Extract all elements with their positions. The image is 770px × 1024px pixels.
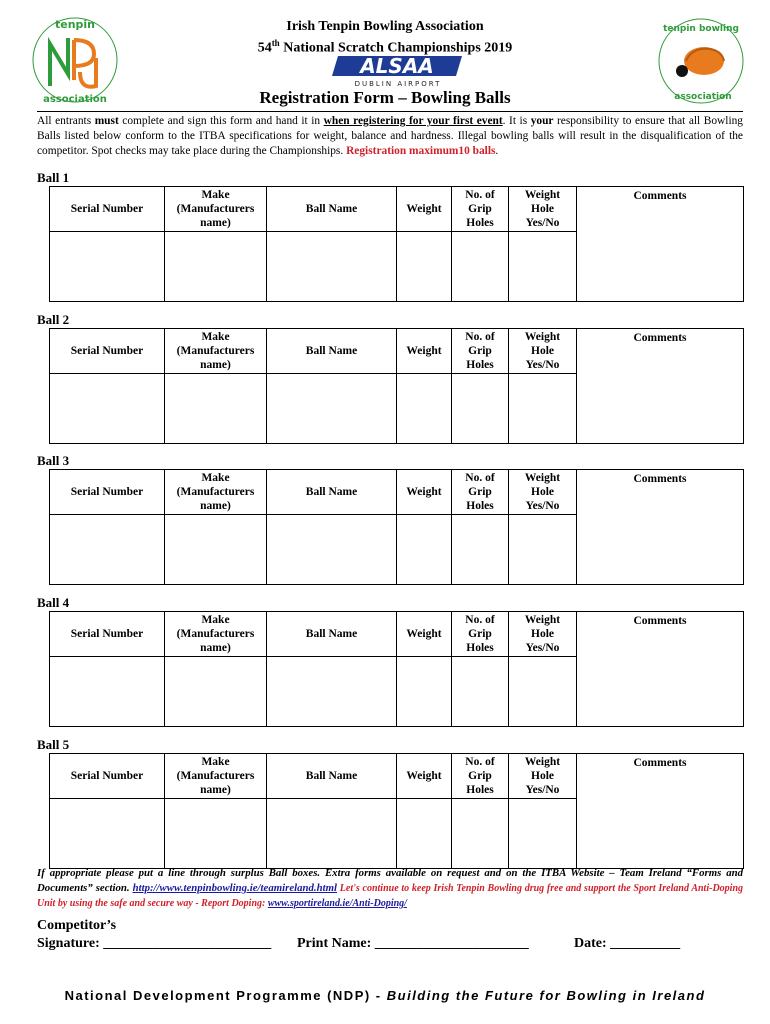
column-header-text: Yes/No [525,784,560,796]
column-header-text: Weight [524,614,561,626]
column-header-text: No. of [465,189,495,201]
entry-cell[interactable] [509,657,577,727]
column-header-text: Weight [524,756,561,768]
col-comments [577,187,744,302]
column-header-text: Holes [466,642,494,654]
column-header-text: Hole [531,486,554,498]
column-header-text: name) [200,359,231,371]
title-divider [37,111,743,112]
competitor-label: Competitor’s [37,918,117,933]
column-header-text: (Manufacturers [176,770,255,782]
entry-cell[interactable] [50,515,165,585]
col-weight-hole [509,754,577,799]
col-weight [397,612,452,657]
entry-cell[interactable] [165,374,267,444]
ball-section-title: Ball 2 [37,312,70,327]
ball-table [49,611,744,727]
footnote: If appropriate please put a line through surplus Ball boxes. Extra forms available on request and on the ITBA Website – Team Ireland “Forms and Documents” section. http://www.tenpinbowling.ie/teamireland.html Let's continue to keep Irish Tenpin Bowling drug free and support the Sport Ireland Anti-Doping Unit by using the safe and secure way - Report Doping: www.sportireland.ie/Anti-Doping/ [37,867,744,909]
column-header-text: Weight [524,331,561,343]
anti-doping-link[interactable]: www.sportireland.ie/Anti-Doping/ [267,898,407,909]
column-header-text: Make [201,614,230,626]
column-header-text: Make [201,472,230,484]
entry-cell[interactable] [452,374,509,444]
entry-cell[interactable] [397,657,452,727]
entry-cell[interactable] [50,799,165,869]
col-serial-number [50,470,165,515]
col-ball-name [267,754,397,799]
col-weight-hole [509,470,577,515]
column-header-text: Hole [531,628,554,640]
date-field[interactable]: Date: __________ [574,936,681,951]
col-weight [397,754,452,799]
column-header-text: Weight [406,345,442,357]
col-ball-name [267,612,397,657]
entry-cell[interactable] [165,515,267,585]
entry-cell[interactable] [50,232,165,302]
organisation-name: Irish Tenpin Bowling Association [286,19,484,34]
col-make [165,470,267,515]
column-header-text: Weight [406,203,442,215]
column-header-text: No. of [465,472,495,484]
entry-cell[interactable] [509,799,577,869]
entry-cell[interactable] [397,232,452,302]
print-name-field[interactable]: Print Name: ______________________ [297,936,529,951]
entry-cell[interactable] [509,374,577,444]
itba-team-link[interactable]: http://www.tenpinbowling.ie/teamireland.html [132,882,338,894]
col-serial-number [50,612,165,657]
column-header-text: Yes/No [525,359,560,371]
column-header-text: Serial Number [70,203,144,215]
col-ball-name [267,187,397,232]
column-header-text: (Manufacturers [176,345,255,357]
svg-text:association: association [43,94,107,105]
svg-text:association: association [674,92,732,102]
ball-section-title: Ball 1 [37,170,70,185]
column-header-text: Serial Number [70,486,144,498]
entry-cell[interactable] [165,232,267,302]
column-header-text: Grip [468,345,492,357]
col-weight [397,329,452,374]
entry-cell[interactable] [509,232,577,302]
column-header-text: No. of [465,756,495,768]
column-header-text: name) [200,642,231,654]
column-header-text: Hole [531,345,554,357]
col-make [165,612,267,657]
entry-cell[interactable] [452,799,509,869]
column-header-text: Grip [468,770,492,782]
intro-paragraph: All entrants must complete and sign this form and hand it in when registering for your first event. It is your responsibility to ensure that all Bowling Balls listed below conform to the ITBA specifications for weight, balance and hardness. Illegal bowling balls will result in the disqualification of the competitor. Spot checks may take place during the Championships. Registration maximum10 balls. [37,115,743,157]
ball-section-title: Ball 3 [37,453,70,468]
sponsor-logo-text: ALSAA [360,54,434,78]
column-header-text: Hole [531,770,554,782]
col-comments [577,470,744,585]
column-header-text: (Manufacturers [176,628,255,640]
entry-cell[interactable] [509,515,577,585]
entry-cell[interactable] [397,374,452,444]
column-header-text: Yes/No [525,500,560,512]
entry-cell[interactable] [50,657,165,727]
col-grip-holes [452,187,509,232]
column-header-text: Make [201,331,230,343]
ball-section-title: Ball 4 [37,595,70,610]
ball-section-title: Ball 5 [37,737,70,752]
column-header-text: Serial Number [70,770,144,782]
col-make [165,329,267,374]
svg-text:tenpin bowling: tenpin bowling [663,24,739,34]
footer-ndp: National Development Programme (NDP) - Building the Future for Bowling in Ireland [64,988,706,1003]
column-header-text: Weight [406,628,442,640]
column-header-text: name) [200,784,231,796]
col-comments [577,612,744,727]
entry-cell[interactable] [397,799,452,869]
col-grip-holes [452,612,509,657]
col-grip-holes [452,754,509,799]
column-header-text: Weight [524,472,561,484]
column-header-text: Comments [633,757,687,769]
column-header-text: Comments [633,615,687,627]
column-header-text: name) [200,217,231,229]
column-header-text: Ball Name [305,770,358,782]
sponsor-logo [332,54,464,88]
entry-cell[interactable] [397,515,452,585]
column-header-text: Comments [633,190,687,202]
col-serial-number [50,187,165,232]
column-header-text: No. of [465,331,495,343]
column-header-text: Ball Name [305,486,358,498]
col-weight-hole [509,329,577,374]
column-header-text: (Manufacturers [176,203,255,215]
entry-cell[interactable] [452,232,509,302]
column-header-text: Ball Name [305,628,358,640]
ball-table [49,753,744,869]
col-weight [397,470,452,515]
col-serial-number [50,754,165,799]
col-grip-holes [452,470,509,515]
column-header-text: name) [200,500,231,512]
championship-title: 54th National Scratch Championships 2019 [257,38,513,56]
col-comments [577,329,744,444]
column-header-text: No. of [465,614,495,626]
entry-cell[interactable] [267,515,397,585]
column-header-text: Serial Number [70,345,144,357]
column-header-text: Grip [468,203,492,215]
entry-cell[interactable] [267,232,397,302]
column-header-text: Weight [524,189,561,201]
col-weight-hole [509,187,577,232]
svg-text:tenpin: tenpin [54,18,96,31]
column-header-text: Weight [406,486,442,498]
column-header-text: Hole [531,203,554,215]
column-header-text: Holes [466,217,494,229]
column-header-text: Comments [633,332,687,344]
column-header-text: Holes [466,784,494,796]
col-grip-holes [452,329,509,374]
col-ball-name [267,329,397,374]
col-make [165,187,267,232]
column-header-text: Holes [466,500,494,512]
ball-table [49,328,744,444]
column-header-text: Yes/No [525,642,560,654]
column-header-text: Ball Name [305,203,358,215]
signature-field[interactable]: Signature: ________________________ [37,936,272,951]
ball-table [49,469,744,585]
column-header-text: Serial Number [70,628,144,640]
entry-cell[interactable] [267,374,397,444]
entry-cell[interactable] [165,657,267,727]
column-header-text: Holes [466,359,494,371]
column-header-text: Grip [468,628,492,640]
col-ball-name [267,470,397,515]
column-header-text: Make [201,756,230,768]
entry-cell[interactable] [452,657,509,727]
col-serial-number [50,329,165,374]
column-header-text: (Manufacturers [176,486,255,498]
ball-table [49,186,744,302]
col-weight-hole [509,612,577,657]
entry-cell[interactable] [267,799,397,869]
column-header-text: Comments [633,473,687,485]
entry-cell[interactable] [50,374,165,444]
col-make [165,754,267,799]
column-header-text: Yes/No [525,217,560,229]
entry-cell[interactable] [452,515,509,585]
column-header-text: Make [201,189,230,201]
sponsor-logo-subtext: DUBLIN AIRPORT [354,80,442,88]
column-header-text: Weight [406,770,442,782]
entry-cell[interactable] [267,657,397,727]
entry-cell[interactable] [165,799,267,869]
column-header-text: Ball Name [305,345,358,357]
form-title: Registration Form – Bowling Balls [259,88,511,107]
col-comments [577,754,744,869]
column-header-text: Grip [468,486,492,498]
col-weight [397,187,452,232]
